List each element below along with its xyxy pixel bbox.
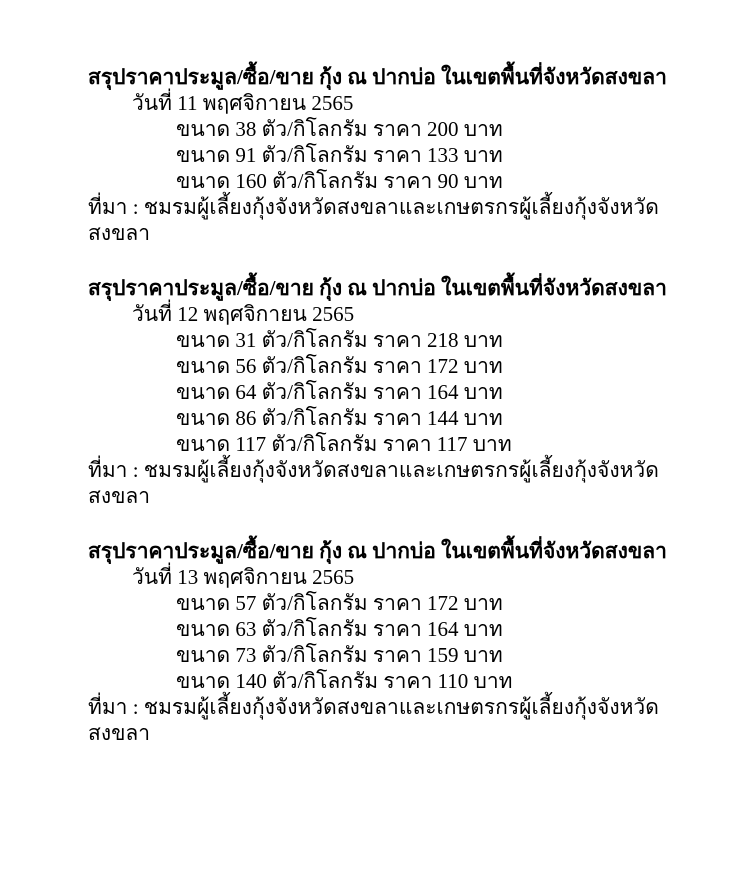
section-title: สรุปราคาประมูล/ซื้อ/ขาย กุ้ง ณ ปากบ่อ ในเขตพื้นที่จังหวัดสงขลา (88, 276, 667, 300)
price-line: ขนาด 91 ตัว/กิโลกรัม ราคา 133 บาท (176, 143, 503, 167)
price-list (88, 116, 688, 194)
price-list (88, 327, 688, 457)
price-line: ขนาด 64 ตัว/กิโลกรัม ราคา 164 บาท (176, 380, 503, 404)
section-title: สรุปราคาประมูล/ซื้อ/ขาย กุ้ง ณ ปากบ่อ ในเขตพื้นที่จังหวัดสงขลา (88, 65, 667, 89)
price-line: ขนาด 117 ตัว/กิโลกรัม ราคา 117 บาท (176, 432, 512, 456)
price-summary-section (88, 538, 688, 746)
price-line: ขนาด 31 ตัว/กิโลกรัม ราคา 218 บาท (176, 328, 503, 352)
document-body (88, 64, 688, 775)
source-line: ที่มา : ชมรมผู้เลี้ยงกุ้งจังหวัดสงขลาและเกษตรกรผู้เลี้ยงกุ้งจังหวัดสงขลา (88, 458, 659, 508)
source-line: ที่มา : ชมรมผู้เลี้ยงกุ้งจังหวัดสงขลาและเกษตรกรผู้เลี้ยงกุ้งจังหวัดสงขลา (88, 695, 659, 745)
price-line: ขนาด 57 ตัว/กิโลกรัม ราคา 172 บาท (176, 591, 503, 615)
section-title: สรุปราคาประมูล/ซื้อ/ขาย กุ้ง ณ ปากบ่อ ในเขตพื้นที่จังหวัดสงขลา (88, 539, 667, 563)
price-list (88, 590, 688, 694)
price-line: ขนาด 63 ตัว/กิโลกรัม ราคา 164 บาท (176, 617, 503, 641)
date-line: วันที่ 11 พฤศจิกายน 2565 (132, 91, 354, 115)
price-line: ขนาด 56 ตัว/กิโลกรัม ราคา 172 บาท (176, 354, 503, 378)
price-line: ขนาด 140 ตัว/กิโลกรัม ราคา 110 บาท (176, 669, 513, 693)
price-line: ขนาด 86 ตัว/กิโลกรัม ราคา 144 บาท (176, 406, 503, 430)
price-summary-section (88, 64, 688, 246)
date-line: วันที่ 13 พฤศจิกายน 2565 (132, 565, 355, 589)
source-line: ที่มา : ชมรมผู้เลี้ยงกุ้งจังหวัดสงขลาและเกษตรกรผู้เลี้ยงกุ้งจังหวัดสงขลา (88, 195, 659, 245)
price-line: ขนาด 160 ตัว/กิโลกรัม ราคา 90 บาท (176, 169, 503, 193)
price-summary-section (88, 275, 688, 509)
price-line: ขนาด 38 ตัว/กิโลกรัม ราคา 200 บาท (176, 117, 503, 141)
date-line: วันที่ 12 พฤศจิกายน 2565 (132, 302, 355, 326)
price-line: ขนาด 73 ตัว/กิโลกรัม ราคา 159 บาท (176, 643, 503, 667)
